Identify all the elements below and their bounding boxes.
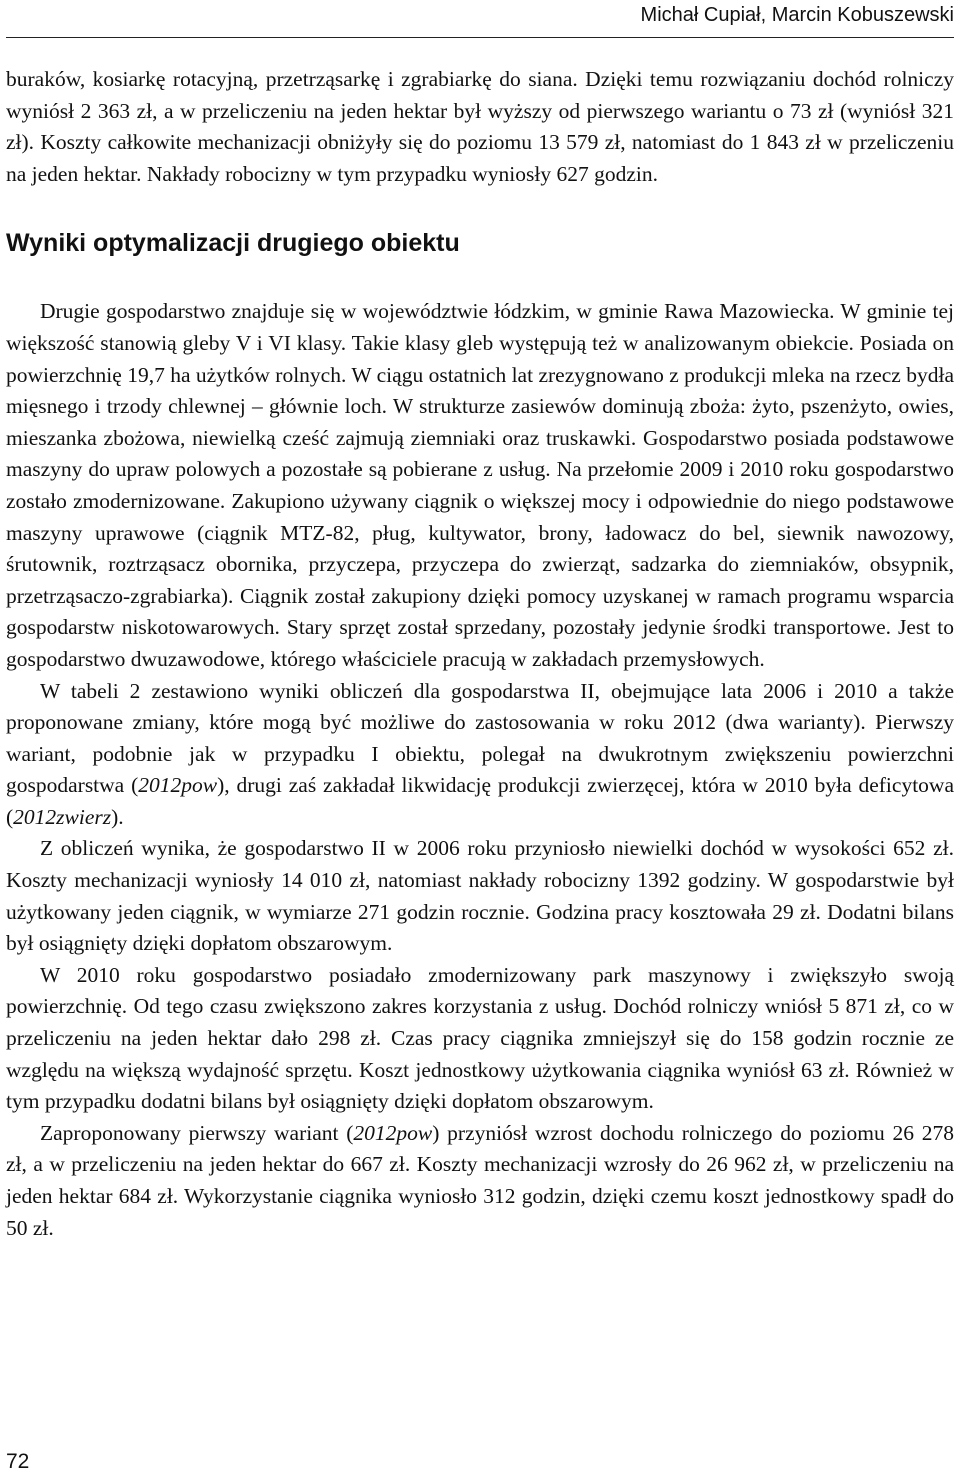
variant-name: 2012zwierz [13, 804, 112, 829]
variant-name: 2012pow [353, 1120, 433, 1145]
paragraph-results-2010: W 2010 roku gospodarstwo posiadało zmodernizowany park maszynowy i zwiększyło swoją powierzchnię. Od tego czasu zwiększono zakres korzystania z usług. Dochód rolniczy wniósł 5 871 zł, co w przeliczeniu na jeden hektar dało 298 zł. Czas pracy ciągnika zmniejszył się do 158 godzin rocznie ze względu na większą wydajność sprzętu. Koszt jednostkowy użytkowania ciągnika wyniósł 63 zł. Również w tym przypadku dodatni bilans był osiągnięty dzięki dopłatom obszarowym. [6, 962, 954, 1114]
running-header [6, 0, 954, 38]
paragraph-continued: buraków, kosiarkę rotacyjną, przetrząsarkę i zgrabiarkę do siana. Dzięki temu rozwiązaniu dochód rolniczy wyniósł 2 363 zł, a w przeliczeniu na jeden hektar był wyższy od pierwszego wariantu o 73 zł (wyniósł 321 zł). Koszty całkowite mechanizacji obniżyły się do poziomu 13 579 zł, natomiast do 1 843 zł w przeliczeniu na jeden hektar. Nakłady robocizny w tym przypadku wyniosły 627 godzin. [6, 67, 954, 186]
paragraph-results-2006: Z obliczeń wynika, że gospodarstwo II w 2006 roku przyniosło niewielki dochód w wysokości 652 zł. Koszty mechanizacji wyniosły 14 010 zł, natomiast nakłady robocizny 1392 godziny. W gospodarstwie był użytkowany jeden ciągnik, w wymiarze 271 godzin rocznie. Godzina pracy kosztowała 29 zł. Dodatni bilans był osiągnięty dzięki dopłatom obszarowym. [6, 836, 954, 956]
paragraph-variant-one [6, 1118, 954, 1244]
paragraph-table-summary [6, 676, 954, 834]
article-body [6, 64, 954, 1244]
text-segment: Zaproponowany pierwszy wariant ( [40, 1120, 354, 1145]
section-heading: Wyniki optymalizacji drugiego obiektu [6, 229, 460, 258]
variant-name: 2012pow [138, 773, 218, 798]
text-segment: ). [111, 804, 124, 829]
header-authors: Michał Cupiał, Marcin Kobuszewski [640, 4, 954, 26]
text-segment: ) przyniósł wzrost dochodu rolniczego do poziomu 26 278 zł, a w przeliczeniu na jeden hektar do 667 zł. Koszty mechanizacji wzrosły do 26 962 zł, w przeliczeniu na jeden hektar 684 zł. Wykorzystanie ciągnika wyniosło 312 godzin, dzięki czemu koszt jednostkowy spadł do 50 zł. [6, 1120, 955, 1240]
text-segment: ), drugi zaś zakładał likwidację produkcji zwierzęcej, która w 2010 była deficytowa ( [6, 773, 954, 829]
page-number: 72 [6, 1450, 30, 1473]
paragraph-farm-description: Drugie gospodarstwo znajduje się w województwie łódzkim, w gminie Rawa Mazowiecka. W gminie tej większość stanowią gleby V i VI klasy. Takie klasy gleb występują też w analizowanym obiekcie. Posiada on powierzchnię 19,7 ha użytków rolnych. W ciągu ostatnich lat zrezygnowano z produkcji mleka na rzecz bydła mięsnego i trzody chlewnej – głównie loch. W strukturze zasiewów dominują zboża: żyto, pszenżyto, owies, mieszanka zbożowa, niewielką cześć zajmują ziemniaki oraz truskawki. Gospodarstwo posiada podstawowe maszyny do upraw polowych a pozostałe są pobierane z usług. Na przełomie 2009 i 2010 roku gospodarstwo zostało zmodernizowane. Zakupiono używany ciągnik o większej mocy i odpowiednie do niego podstawowe maszyny uprawowe (ciągnik MTZ-82, pług, kultywator, brony, ładowacz do bel, siewnik nawozowy, śrutownik, roztrząsacz obornika, przyczepa, przyczepa do zwierząt, sadzarka do ziemniaków, obsypnik, przetrząsaczo-zgrabiarka). Ciągnik został zakupiony dzięki pomocy uzyskanej w ramach programu wsparcia gospodarstw niskotowarowych. Stary sprzęt został sprzedany, pozostały jedynie środki transportowe. Jest to gospodarstwo dwuzawodowe, którego właściciele pracują w zakładach przemysłowych. [6, 299, 954, 671]
text-segment: W tabeli 2 zestawiono wyniki obliczeń dla gospodarstwa II, obejmujące lata 2006 i 2010 a także proponowane zmiany, które mogą być możliwe do zastosowania w roku 2012 (dwa warianty). Pierwszy wariant, podobnie jak w przypadku I obiektu, polegał na dwukrotnym zwiększeniu powierzchni gospodarstwa ( [6, 678, 954, 798]
